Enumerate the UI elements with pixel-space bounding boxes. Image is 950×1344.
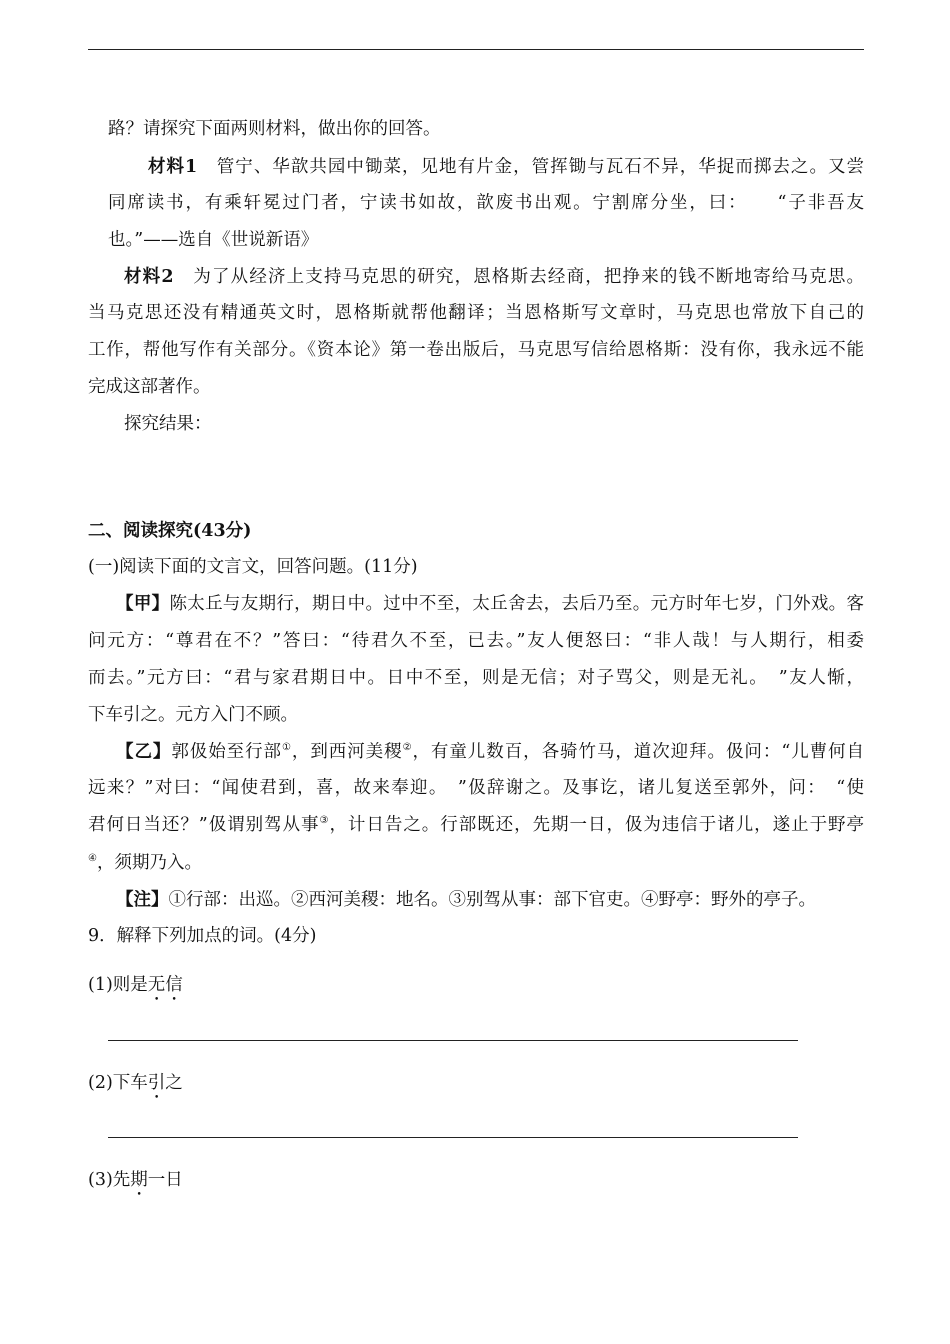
section-subtitle: (一)阅读下面的文言文，回答问题。(11分) xyxy=(88,557,418,577)
question-9-title: 9．解释下列加点的词。(4分) xyxy=(88,926,317,946)
answer-line-1[interactable] xyxy=(108,1040,798,1041)
exploration-result-label: 探究结果： xyxy=(124,414,212,434)
passage-yi-line-3: 君何日当还？”伋谓别驾从事③，计日告之。行部既还，先期一日，伋为违信于诸儿，遂止于野亭 xyxy=(88,815,864,835)
section-title: 二、阅读探究(43分) xyxy=(88,521,252,541)
dotted-word-1: 无信 xyxy=(147,975,183,995)
material-2-line-1 xyxy=(88,264,864,290)
material-1-text: 管宁、华歆共园中锄菜，见地有片金，管挥锄与瓦石不异，华捉而掷去之。又尝 xyxy=(197,157,864,177)
passage-jia-line-4: 下车引之。元方入门不顾。 xyxy=(88,705,298,725)
material-2-text: 为了从经济上支持马克思的研究，恩格斯去经商，把挣来的钱不断地寄给马克思。 xyxy=(173,267,864,287)
material-2-label: 材料2 xyxy=(124,267,174,287)
footnote-ref-2: ② xyxy=(402,742,413,753)
question-9-item-3: (3)先期一日 xyxy=(88,1170,183,1190)
passage-yi-label: 【乙】 xyxy=(116,742,172,762)
footnote-ref-1: ① xyxy=(281,742,292,753)
passage-jia-line-3: 而去。”元方曰：“君与家君期日中。日中不至，则是无信；对子骂父，则是无礼。 ”友人惭， xyxy=(88,668,864,688)
footnote-ref-4: ④ xyxy=(88,853,97,864)
answer-line-2[interactable] xyxy=(108,1137,798,1138)
material-1-line-3: 也。”——选自《世说新语》 xyxy=(108,230,319,250)
material-2-line-3: 工作，帮他写作有关部分。《资本论》第一卷出版后，马克思写信给恩格斯：没有你，我永远不能 xyxy=(88,340,864,360)
material-2-line-2: 当马克思还没有精通英文时，恩格斯就帮他翻译；当恩格斯写文章时，马克思也常放下自己的 xyxy=(88,303,864,323)
question-9-item-1: (1)则是无信 xyxy=(88,975,183,995)
notes-text: ①行部：出巡。②西河美稷：地名。③别驾从事：部下官吏。④野亭：野外的亭子。 xyxy=(168,890,816,910)
passage-yi-line-1: 【乙】郭伋始至行部①，到西河美稷②，有童儿数百，各骑竹马，道次迎拜。伋问：“儿曹何自 xyxy=(116,742,864,762)
material-1-line-1 xyxy=(108,154,864,180)
passage-jia-label: 【甲】 xyxy=(116,594,170,614)
passage-yi-line-4: ④，须期乃入。 xyxy=(88,853,202,873)
dotted-word-2: 引 xyxy=(147,1073,166,1093)
material-1-label: 材料1 xyxy=(148,157,198,177)
passage-jia-line-1: 【甲】陈太丘与友期行，期日中。过中不至，太丘舍去，去后乃至。元方时年七岁，门外戏。客 xyxy=(116,594,864,614)
material-1-line-2: 同席读书，有乘轩冕过门者，宁读书如故，歆废书出观。宁割席分坐，曰： “子非吾友 xyxy=(108,193,864,213)
notes-line xyxy=(116,887,864,913)
material-2-line-4: 完成这部著作。 xyxy=(88,377,211,397)
question-9-item-2: (2)下车引之 xyxy=(88,1073,183,1093)
notes-label: 【注】 xyxy=(116,890,169,910)
text-line-question-end: 路？请探究下面两则材料，做出你的回答。 xyxy=(108,119,441,139)
dotted-word-3: 期 xyxy=(130,1170,148,1190)
passage-yi-line-2: 远来？”对曰：“闻使君到，喜，故来奉迎。 ”伋辞谢之。及事讫，诸儿复送至郭外，问： “使 xyxy=(88,778,864,798)
footnote-ref-3: ③ xyxy=(319,815,330,826)
passage-jia-line-2: 问元方：“尊君在不？”答曰：“待君久不至，已去。”友人便怒曰：“非人哉！与人期行，相委 xyxy=(88,631,864,651)
header-rule xyxy=(88,49,864,50)
